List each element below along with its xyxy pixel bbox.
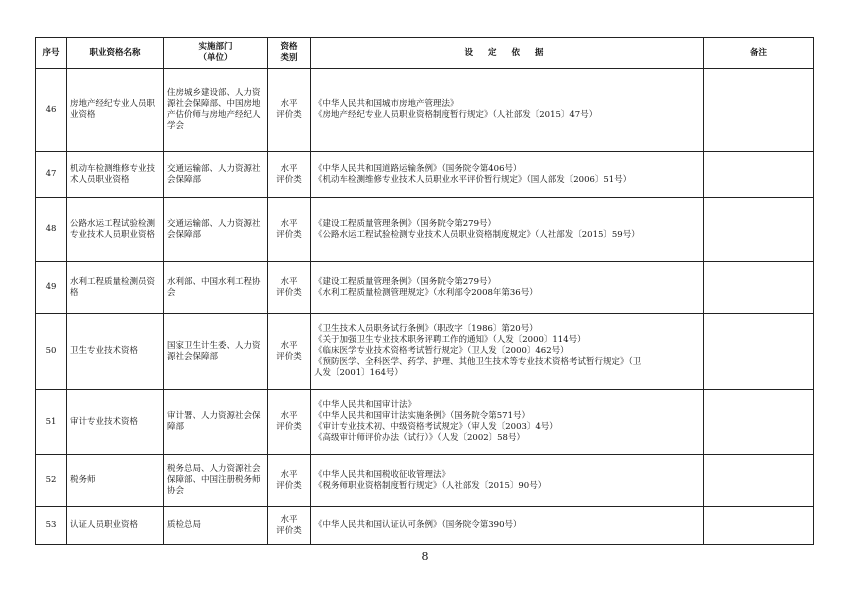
basis-line: 《卫生技术人员职务试行条例》（职改字〔1986〕第20号）	[314, 324, 538, 334]
row-dept: 交通运输部、人力资源社会保障部	[164, 198, 268, 262]
basis-line: 《中华人民共和国审计法》	[314, 400, 417, 410]
header-remark: 备注	[704, 38, 814, 69]
row-basis	[311, 152, 704, 198]
row-dept: 住房城乡建设部、人力资源社会保障部、中国房地产估价师与房地产经纪人学会	[164, 69, 268, 152]
row-name: 审计专业技术资格	[67, 390, 164, 455]
row-remark	[704, 507, 814, 545]
basis-line: 《中华人民共和国认证认可条例》（国务院令第390号）	[314, 520, 522, 530]
basis-line: 《建设工程质量管理条例》（国务院令第279号）	[314, 276, 496, 287]
basis-line: 《中华人民共和国城市房地产管理法》	[314, 99, 459, 109]
table-row	[36, 455, 814, 507]
basis-line: 人发〔2001〕164号）	[314, 368, 403, 378]
row-dept: 审计署、人力资源社会保障部	[164, 390, 268, 455]
row-name: 房地产经纪专业人员职业资格	[67, 69, 164, 152]
row-type: 水平 评价类	[268, 314, 311, 390]
header-name: 职业资格名称	[67, 38, 164, 69]
header-seq: 序号	[36, 38, 67, 69]
row-type: 水平 评价类	[268, 455, 311, 507]
row-type: 水平 评价类	[268, 152, 311, 198]
basis-line: 《房地产经纪专业人员职业资格制度暂行规定》（人社部发〔2015〕47号）	[314, 110, 598, 120]
row-type: 水平 评价类	[268, 507, 311, 545]
row-name: 税务师	[67, 455, 164, 507]
table-row	[36, 198, 814, 262]
row-type: 水平 评价类	[268, 390, 311, 455]
table-row	[36, 314, 814, 390]
row-remark	[704, 198, 814, 262]
row-dept: 质检总局	[164, 507, 268, 545]
basis-line: 《关于加强卫生专业技术职务评聘工作的通知》（人发〔2000〕114号）	[314, 335, 586, 345]
row-type: 水平 评价类	[268, 69, 311, 152]
row-remark	[704, 152, 814, 198]
row-type: 水平 评价类	[268, 262, 311, 314]
header-row	[36, 38, 814, 69]
qualification-table	[35, 37, 814, 545]
header-dept: 实施部门 （单位）	[164, 38, 268, 69]
row-basis	[311, 455, 704, 507]
row-remark	[704, 390, 814, 455]
row-seq: 49	[36, 262, 67, 314]
row-name: 水利工程质量检测员资格	[67, 262, 164, 314]
table-row	[36, 69, 814, 152]
basis-line: 《预防医学、全科医学、药学、护理、其他卫生技术等专业技术资格考试暂行规定》（卫	[314, 357, 642, 367]
basis-line: 《建设工程质量管理条例》（国务院令第279号）	[314, 218, 496, 229]
row-seq: 53	[36, 507, 67, 545]
row-basis	[311, 69, 704, 152]
row-remark	[704, 314, 814, 390]
row-basis	[311, 314, 704, 390]
row-remark	[704, 455, 814, 507]
basis-line: 《税务师职业资格制度暂行规定》（人社部发〔2015〕90号）	[314, 480, 547, 491]
row-seq: 51	[36, 390, 67, 455]
row-seq: 48	[36, 198, 67, 262]
row-seq: 52	[36, 455, 67, 507]
row-remark	[704, 69, 814, 152]
row-seq: 46	[36, 69, 67, 152]
basis-line: 《中华人民共和国道路运输条例》（国务院令第406号）	[314, 163, 522, 174]
row-basis	[311, 262, 704, 314]
table-row	[36, 262, 814, 314]
basis-line: 《公路水运工程试验检测专业技术人员职业资格制度规定》（人社部发〔2015〕59号）	[314, 229, 640, 240]
row-dept: 水利部、中国水利工程协会	[164, 262, 268, 314]
header-basis: 设 定 依 据	[311, 38, 704, 69]
row-name: 机动车检测维修专业技术人员职业资格	[67, 152, 164, 198]
header-type: 资格 类别	[268, 38, 311, 69]
page-number: 8	[421, 550, 429, 563]
row-basis	[311, 507, 704, 545]
basis-line: 《临床医学专业技术资格考试暂行规定》（卫人发〔2000〕462号）	[314, 346, 569, 356]
row-name: 认证人员职业资格	[67, 507, 164, 545]
row-basis	[311, 390, 704, 455]
basis-line: 《高级审计师评价办法（试行）》（人发〔2002〕58号）	[314, 433, 525, 443]
basis-line: 《机动车检测维修专业技术人员职业水平评价暂行规定》（国人部发〔2006〕51号）	[314, 174, 632, 185]
row-seq: 50	[36, 314, 67, 390]
table-row	[36, 152, 814, 198]
row-remark	[704, 262, 814, 314]
table-row	[36, 507, 814, 545]
basis-line: 《中华人民共和国税收征收管理法》	[314, 469, 451, 480]
row-name: 公路水运工程试验检测专业技术人员职业资格	[67, 198, 164, 262]
row-type: 水平 评价类	[268, 198, 311, 262]
row-basis	[311, 198, 704, 262]
basis-line: 《中华人民共和国审计法实施条例》（国务院令第571号）	[314, 411, 530, 421]
basis-line: 《水利工程质量检测管理规定》（水利部令2008年第36号）	[314, 287, 538, 298]
row-dept: 国家卫生计生委、人力资源社会保障部	[164, 314, 268, 390]
basis-line: 《审计专业技术初、中级资格考试规定》（审人发〔2003〕4号）	[314, 422, 558, 432]
row-seq: 47	[36, 152, 67, 198]
row-name: 卫生专业技术资格	[67, 314, 164, 390]
table-row	[36, 390, 814, 455]
row-dept: 税务总局、人力资源社会保障部、中国注册税务师协会	[164, 455, 268, 507]
row-dept: 交通运输部、人力资源社会保障部	[164, 152, 268, 198]
